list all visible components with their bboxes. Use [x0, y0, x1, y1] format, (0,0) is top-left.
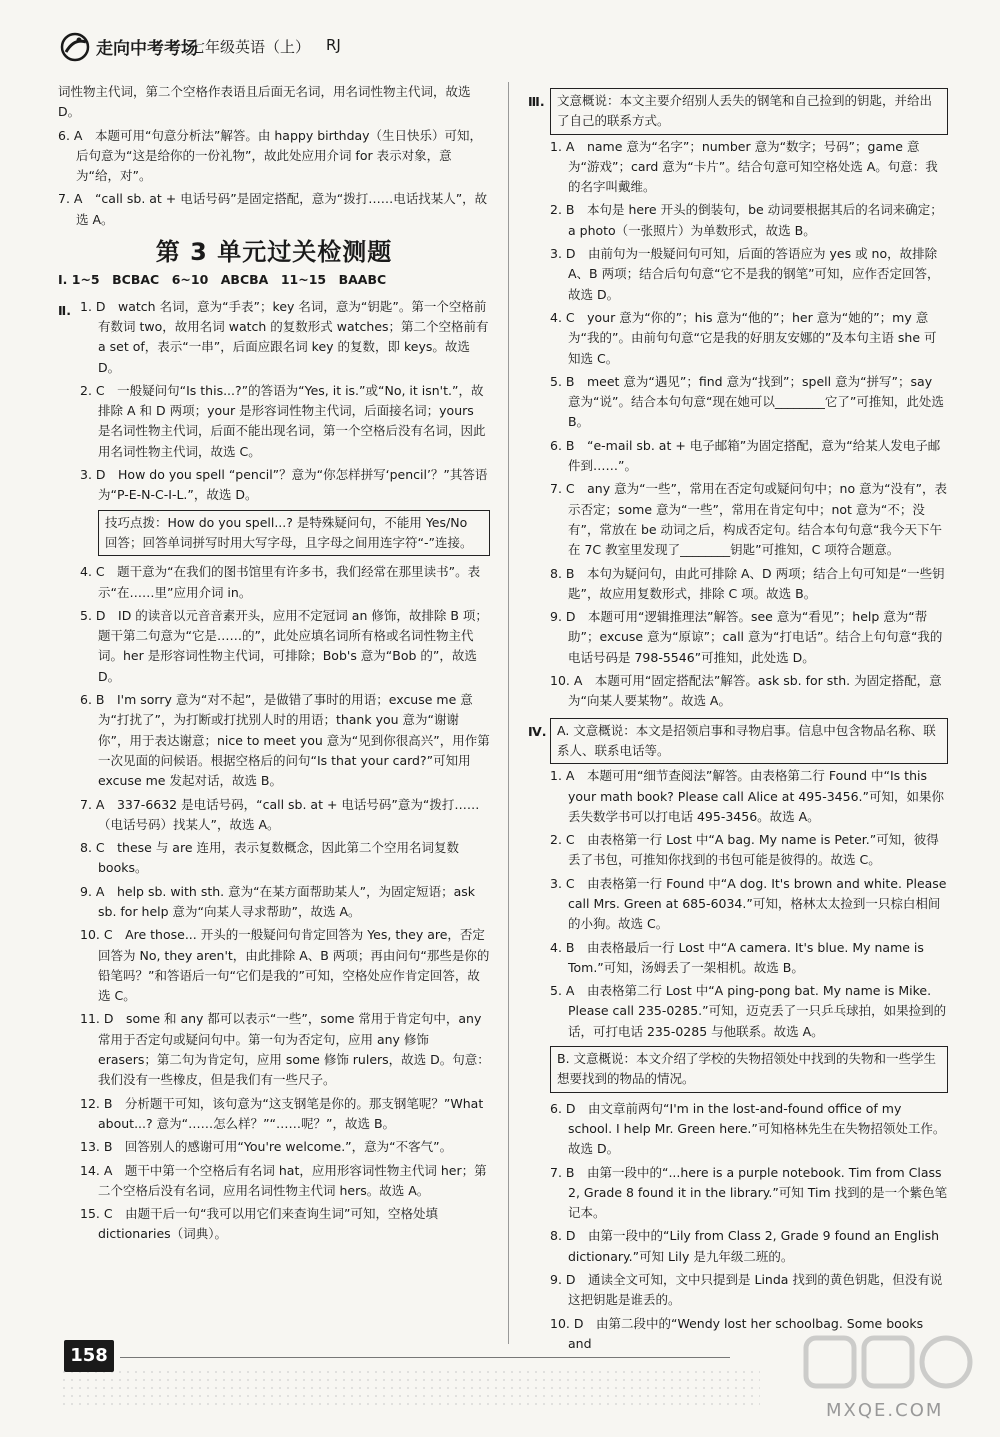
answer-text: 6. A 本题可用“句意分析法”解答。由 happy birthday（生日快乐）可知，后句意为“这是给你的一份礼物”，故此处应用介词 for 表示对象，意为“给，对”。: [58, 127, 483, 184]
tip-box: 技巧点拨：How do you spell...? 是特殊疑问句，不能用 Yes/No 回答；回答单词拼写时用大写字母，且字母之间用连字符“-”连接。: [98, 510, 490, 557]
footer-pattern: [60, 1368, 760, 1408]
answer-text: 5. A 由表格第二行 Lost 中“A ping-pong bat. My name is Mike. Please call 235-0285.”可知，迈克丢了一只乒乓球拍，如果捡到的话，可打电话 235-0285 与他联系。故选 A。: [550, 983, 947, 1039]
answer-text: 词性物主代词，第二个空格作表语且后面无名词，用名词性物主代词，故选 D。: [58, 84, 475, 120]
brand-title: 走向中考考场: [96, 39, 198, 59]
page-header: [60, 30, 940, 66]
answer-text: 7. C any 意为“一些”，常用在否定句或疑问句中；no 意为“没有”，表示否定；some 意为“一些”，常用在肯定句中；not 意为“不；没有”，常放在 be 动词之后，构成否定句。结合本句句意“我今天下午在 7C 教室里发现了________钥匙”可推知，C 项符合题意。: [550, 481, 948, 558]
answer-text: 2. C 一般疑问句“Is this...?”的答语为“Yes, it is.”或“No, it isn't.”，故排除 A 和 D 两项；your 是形容词性物主代词，后面接名词；yours 是名词性物主代词，后面不能出现名词，第一个空格后没有名词，因此用名词性物主代词，故选 C。: [80, 382, 486, 459]
right-column: [528, 82, 951, 1357]
summary-box: A. 文意概说：本文是招领启事和寻物启事。信息中包含物品名称、联系人、联系电话等。: [550, 718, 948, 765]
section-4-label: Ⅳ.: [528, 723, 547, 739]
answer-text: 4. C your 意为“你的”；his 意为“他的”；her 意为“她的”；my 意为“我的”。由前句句意“它是我的好朋友安娜的”及本句主语 she 可知选 C。: [550, 309, 937, 366]
answer-text: 1. A name 意为“名字”；number 意为“数字；号码”；game 意为“游戏”；card 意为“卡片”。结合句意可知空格处选 A。句意：我的名字叫戴维。: [550, 138, 938, 195]
answer-text: 6. D 由文章前两句“I'm in the lost-and-found office of my school. I help Mr. Green here.”可知格林先生在失物招领处工作。故选 D。: [550, 1100, 946, 1157]
runner-logo-icon: [60, 32, 90, 62]
answer-text: 7. A 337-6632 是电话号码，“call sb. at + 电话号码”意为“拨打……（电话号码）找某人”，故选 A。: [80, 796, 480, 832]
answer-text: 15. C 由题干后一句“我可以用它们来查询生词”可知，空格处填 dictionaries（词典）。: [80, 1206, 443, 1242]
section-2-items: [58, 381, 490, 1245]
answer-text: 4. C 题干意为“在我们的图书馆里有许多书，我们经常在那里读书”。表示“在……里”应用介词 in。: [80, 564, 481, 600]
answer-text: 13. B 回答别人的感谢可用“You're welcome.”，意为“不客气”。: [80, 1139, 453, 1155]
left-column: [58, 82, 493, 1248]
watermark-text: MXQE.COM: [826, 1400, 944, 1421]
unit-title: 第 3 单元过关检测题: [155, 238, 393, 267]
section-2-label: Ⅱ.: [58, 302, 71, 318]
answer-text: 5. B meet 意为“遇见”；find 意为“找到”；spell 意为“拼写”；say 意为“说”。结合本句句意“现在她可以________它了”可推知，此处选 B。: [550, 373, 948, 430]
answer-text: 9. A help sb. with sth. 意为“在某方面帮助某人”，为固定短语；ask sb. for help 意为“向某人寻求帮助”，故选 A。: [80, 883, 479, 919]
edition-label: RJ: [326, 36, 341, 54]
answer-text: 7. B 由第一段中的“...here is a purple notebook. Tim from Class 2, Grade 8 found it in the library.”可知 Tim 找到的是一个紫色笔记本。: [550, 1164, 948, 1221]
column-divider: [508, 82, 509, 1344]
answer-text: 14. A 题干中第一个空格后有名词 hat，应用形容词性物主代词 her；第二个空格后没有名词，应用名词性物主代词 hers。故选 A。: [80, 1162, 487, 1198]
answer-text: 2. C 由表格第一行 Lost 中“A bag. My name is Peter.”可知，彼得丢了书包，可推知你找到的书包可能是彼得的。故选 C。: [550, 832, 939, 868]
page-number: 158: [64, 1340, 114, 1372]
answer-text: 5. D ID 的读音以元音音素开头，应用不定冠词 an 修饰，故排除 B 项；题干第二句意为“它是……的”，此处应填名词所有格或名词性物主代词。her 是形容词性物主代词，可排除；Bob's 意为“Bob 的”，故选 D。: [80, 607, 488, 684]
answer-text: 1. A 本题可用“细节查阅法”解答。由表格第二行 Found 中“Is this your math book? Please call Alice at 495-3456.”可知，如果你丢失数学书可以打电话 495-3456。故选 A。: [550, 768, 944, 824]
answer-text: 8. C these 与 are 连用，表示复数概念，因此第二个空用名词复数 books。: [80, 840, 463, 876]
book-subtitle: 七年级英语（上）: [190, 38, 311, 56]
answer-text: 12. B 分析题干可知，该句意为“这支钢笔是你的。那支钢笔呢？”What about...? 意为“……怎么样？”“……呢？”，故选 B。: [80, 1095, 488, 1131]
summary-box: B. 文意概说：本文介绍了学校的失物招领处中找到的失物和一些学生想要找到的物品的情况。: [550, 1046, 948, 1093]
answer-text: 8. B 本句为疑问句，由此可排除 A、D 两项；结合上句可知是“一些钥匙”，故应用复数形式，排除 C 项。故选 B。: [550, 565, 945, 601]
section-2: [58, 297, 493, 378]
answer-text: 1. D watch 名词，意为“手表”；key 名词，意为“钥匙”。第一个空格前有数词 two，故用名词 watch 的复数形式 watches；第二个空格前有 a set of，表示“一串”，后面应跟名词 key 的复数，即 keys。故选 D。: [80, 298, 493, 375]
answer-text: 9. D 通读全文可知，文中只提到是 Linda 找到的黄色钥匙，但没有说这把钥匙是谁丢的。: [550, 1272, 943, 1308]
answer-text: 10. A 本题可用“固定搭配法”解答。ask sb. for sth. 为固定搭配，意为“向某人要某物”。故选 A。: [550, 673, 942, 709]
answer-text: 3. C 由表格第一行 Found 中“A dog. It's brown and white. Please call Mrs. Green at 685-6034.”可知，格林太太捡到一只棕白相间的小狗。故选 C。: [550, 875, 951, 932]
answer-text: 9. D 本题可用“逻辑推理法”解答。see 意为“看见”；help 意为“帮助”；excuse 意为“原谅”；call 意为“打电话”。结合上句句意“我的电话号码是 798-5546”可推知，此处选 D。: [550, 609, 943, 665]
answer-text: 3. D 由前句为一般疑问句可知，后面的答语应为 yes 或 no，故排除 A、B 两项；结合后句句意“它不是我的钢笔”可知，应作否定回答，故选 D。: [550, 246, 942, 302]
footer-rule: [120, 1357, 730, 1358]
section-3: [528, 88, 948, 135]
answer-text: 6. B I'm sorry 意为“对不起”，是做错了事时的用语；excuse me 意为“打扰了”，为打断或打扰别人时的用语；thank you 意为“谢谢你”，用于表达谢意；nice to meet you 意为“见到你很高兴”，用作第一次见面的问候语。根据空格后的问句“Is that your card?”可知用 excuse me 发起对话，故选 B。: [80, 692, 490, 789]
section-4-items: [528, 766, 951, 1354]
answer-text: 10. C Are those... 开头的一般疑问句肯定回答为 Yes, they are，否定回答为 No, they aren't，由此排除 A、B 两项；再由问句“那些是你的铅笔吗？”和答语后一句“它们是我的”可知，空格处应作肯定回答，故选 C。: [80, 927, 490, 1004]
answer-text: 7. A “call sb. at + 电话号码”是固定搭配，意为“拨打……电话找某人”，故选 A。: [58, 191, 488, 227]
answer-text: 10. D 由第二段中的“Wendy lost her schoolbag. Some books and: [550, 1315, 928, 1351]
summary-box: 文意概说：本文主要介绍别人丢失的钢笔和自己捡到的钥匙，并给出了自己的联系方式。: [550, 88, 948, 135]
answer-text: 4. B 由表格最后一行 Lost 中“A camera. It's blue. My name is Tom.”可知，汤姆丢了一架相机。故选 B。: [550, 939, 928, 975]
section-3-label: Ⅲ.: [528, 94, 545, 109]
section-3-items: [528, 137, 948, 712]
section-4: [528, 718, 948, 765]
answer-text: 8. D 由第一段中的“Lily from Class 2, Grade 9 found an English dictionary.”可知 Lily 是九年级二班的。: [550, 1228, 944, 1264]
answer-text: 11. D some 和 any 都可以表示“一些”，some 常用于肯定句中，any 常用于否定句或疑问句中。第一句为否定句，应用 any 修饰 erasers；第二句为肯定句，应用 some 修饰 rulers，故选 D。句意：我们没有一些橡皮，但是我们有一些尺子。: [80, 1011, 490, 1088]
answer-text: 3. D How do you spell “pencil”？意为“你怎样拼写‘pencil’？”其答语为“P-E-N-C-I-L.”，故选 D。: [80, 467, 488, 503]
answer-text: 2. B 本句是 here 开头的倒装句，be 动词要根据其后的名词来确定；a photo（一张照片）为单数形式，故选 B。: [550, 202, 943, 238]
answer-text: 6. B “e-mail sb. at + 电子邮箱”为固定搭配，意为“给某人发电子邮件到……”。: [550, 437, 941, 474]
section-1-answers: Ⅰ. 1~5 BCBAC 6~10 ABCBA 11~15 BAABC: [58, 272, 387, 288]
